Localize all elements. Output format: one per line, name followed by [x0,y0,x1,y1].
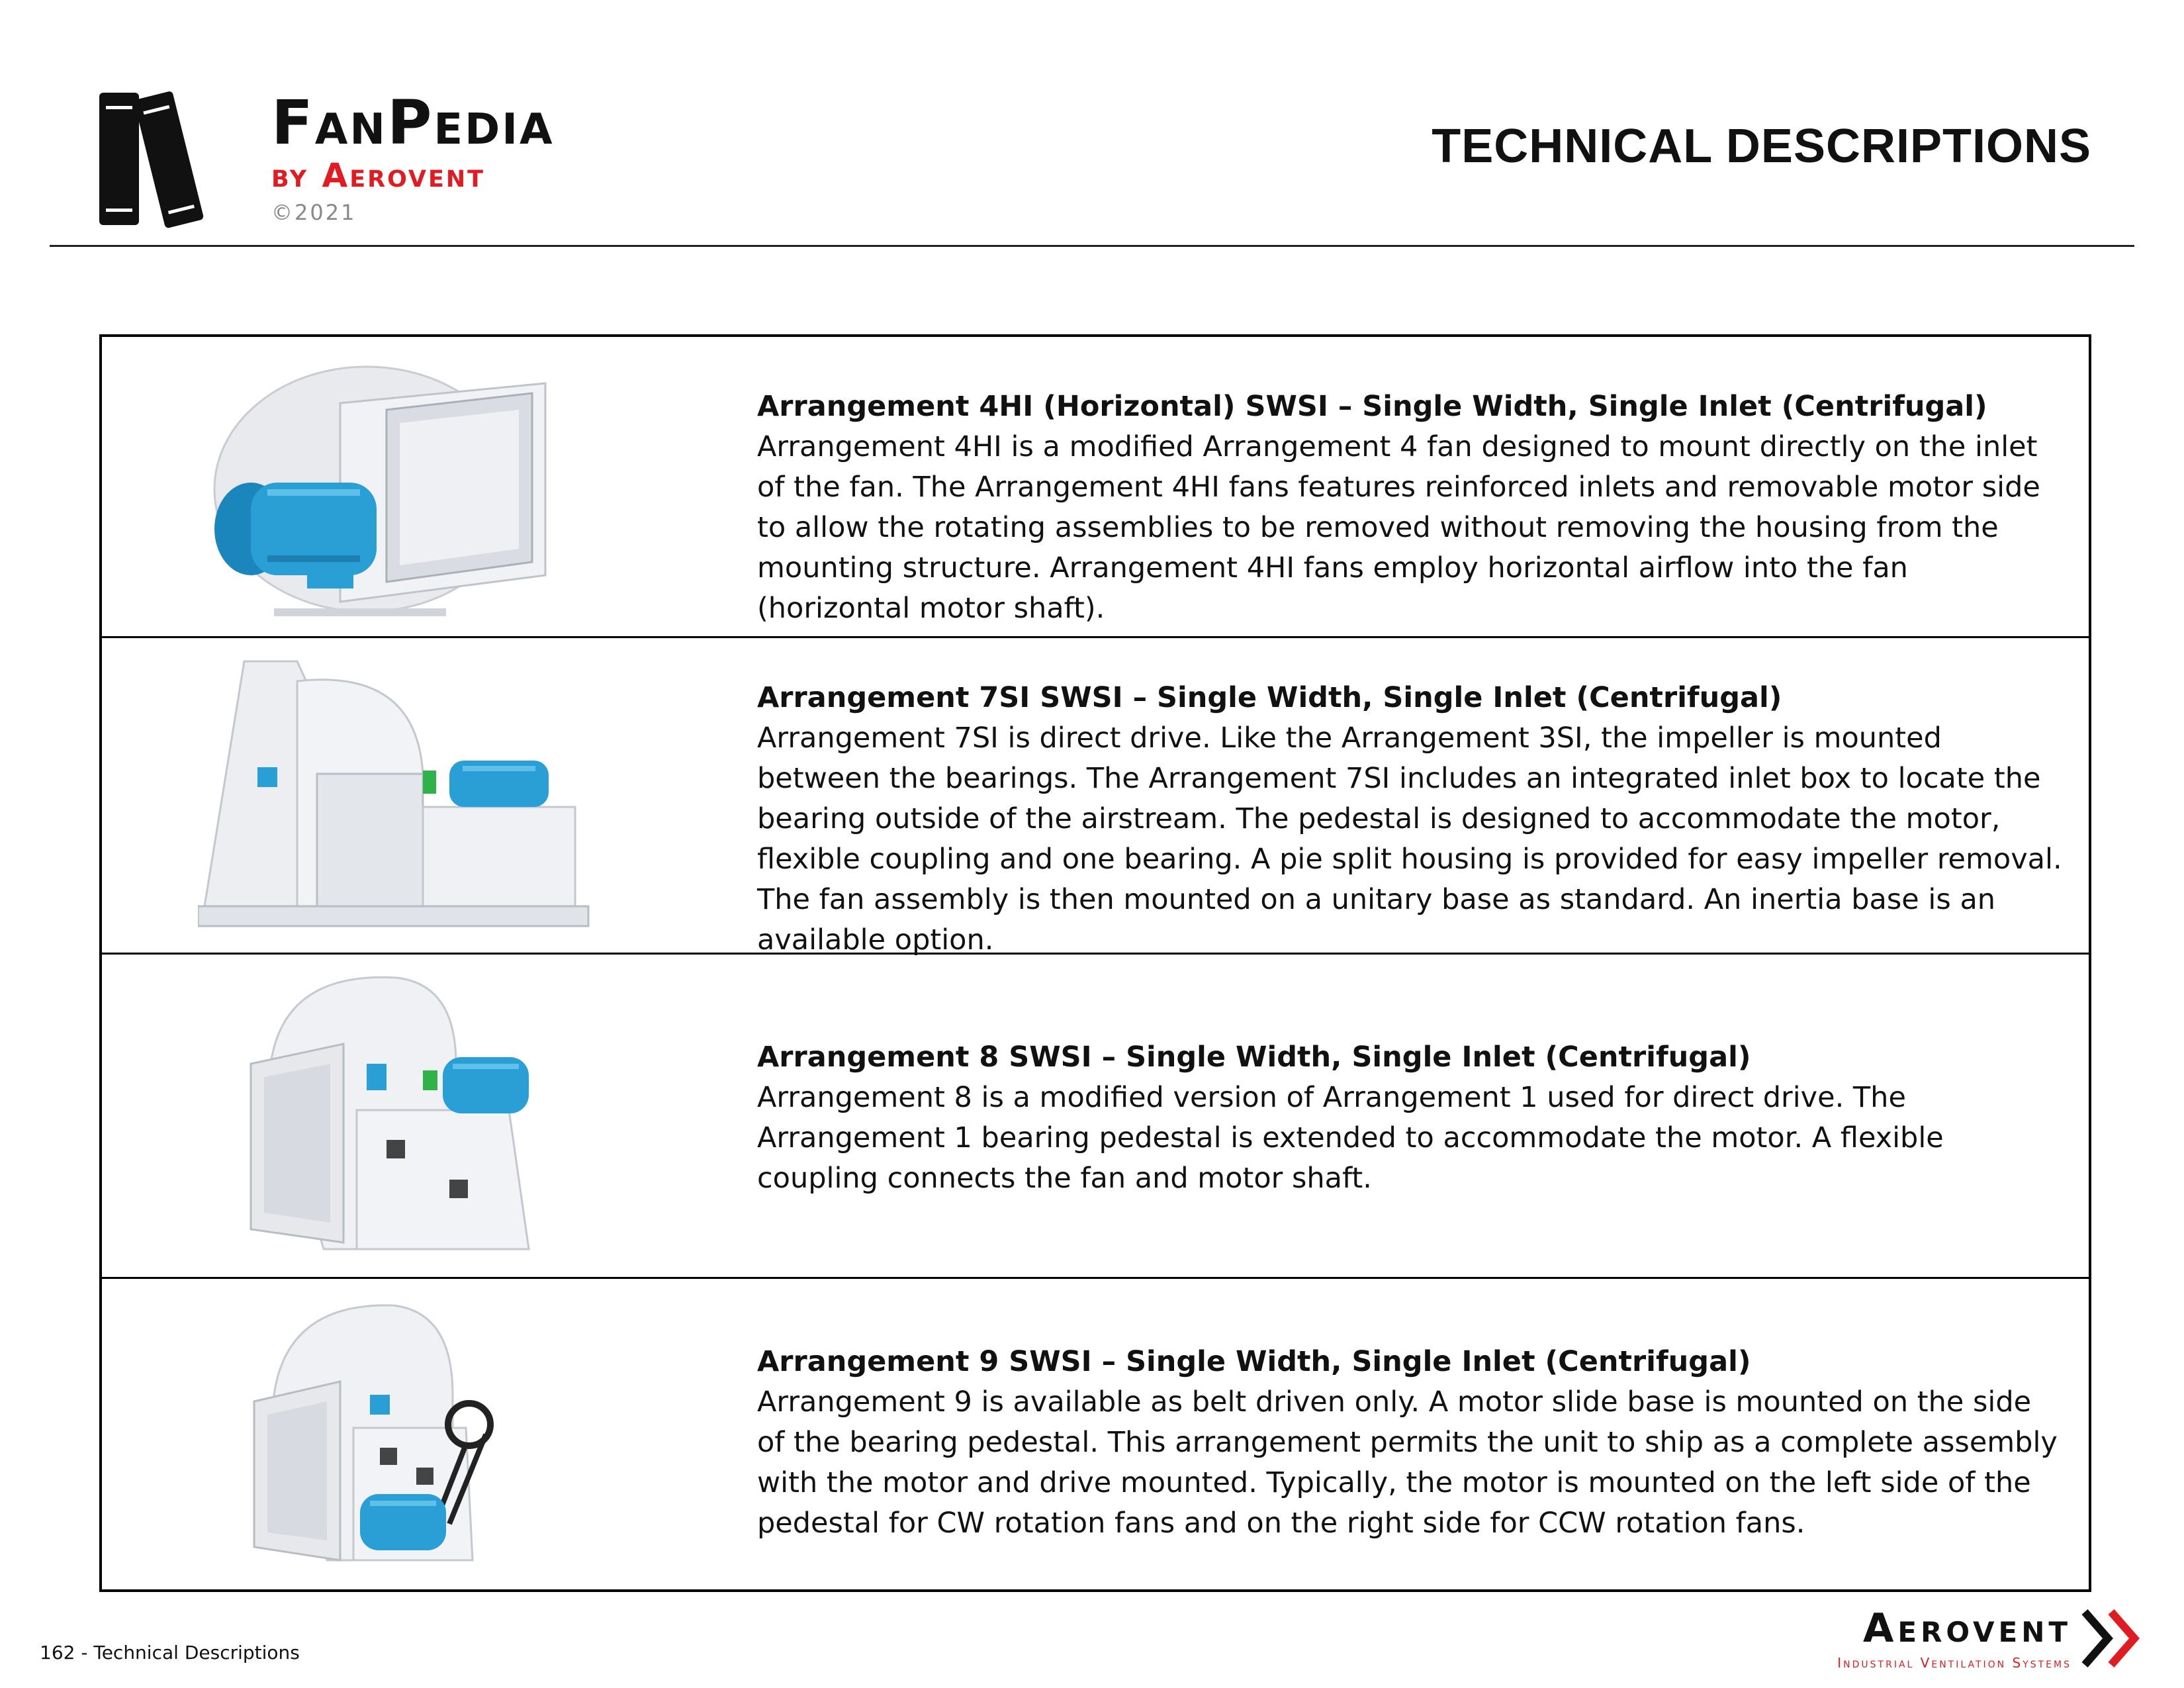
page-title: TECHNICAL DESCRIPTIONS [1432,120,2091,173]
row-title: Arrangement 4HI (Horizontal) SWSI – Single Width, Single Inlet (Centrifugal) [757,390,1987,423]
row-title: Arrangement 9 SWSI – Single Width, Single Inlet (Centrifugal) [757,1345,1751,1378]
table-row [102,337,2089,638]
table-row [102,955,2089,1279]
copyright: ©2021 [271,200,357,225]
row-text [757,1342,2068,1544]
brand-by-line: by Aerovent [271,156,486,195]
fanpedia-logo [93,73,688,232]
arrangement-7si-fan-image [198,655,595,939]
brand-name: FanPedia [271,87,555,158]
books-icon [93,79,238,232]
row-title: Arrangement 7SI SWSI – Single Width, Single Inlet (Centrifugal) [757,681,1782,714]
aerovent-logo-tagline: Industrial Ventilation Systems [1837,1655,2071,1671]
row-body: Arrangement 4HI is a modified Arrangement 4 fan designed to mount directly on the inlet of the fan. The Arrangement 4HI fans features reinforced inlets and removable motor side to allow the rotating assemblies to be removed without removing the housing from the mounting structure. Arrangement 4HI fans employ horizontal airflow into the fan (horizontal motor shaft). [757,430,2040,625]
arrangement-9-fan-image [248,1295,512,1573]
table-row [102,1279,2089,1590]
arrangements-table [99,334,2091,1592]
row-body: Arrangement 9 is available as belt driven only. A motor slide base is mounted on the side of the bearing pedestal. This arrangement permits the unit to ship as a complete assembly with the motor and drive mounted. Typically, the motor is mounted on the left side of the pedestal for CW rotation fans and on the right side for CCW rotation fans. [757,1385,2058,1540]
row-text [757,387,2068,629]
row-body: Arrangement 8 is a modified version of Arrangement 1 used for direct drive. The Arrangement 1 bearing pedestal is extended to accommodate the motor. A flexible coupling connects the fan and motor shaft. [757,1081,1944,1195]
aerovent-logo-name: Aerovent [1862,1605,2071,1652]
row-title: Arrangement 8 SWSI – Single Width, Single Inlet (Centrifugal) [757,1041,1751,1074]
row-text [757,1037,2068,1199]
chevron-right-icon [2078,1605,2144,1671]
page-number-label: 162 - Technical Descriptions [40,1642,300,1664]
table-row [102,638,2089,955]
row-body: Arrangement 7SI is direct drive. Like the Arrangement 3SI, the impeller is mounted between the bearings. The Arrangement 7SI includes an integrated inlet box to locate the bearing outside of the airstream. The pedestal is designed to accommodate the motor, flexible coupling and one bearing. A pie split housing is provided for easy impeller removal. The fan assembly is then mounted on a unitary base as standard. An inertia base is an available option. [757,722,2062,957]
row-text [757,678,2068,961]
header-divider [50,245,2134,247]
arrangement-4hi-fan-image [188,357,612,622]
aerovent-logo [1747,1605,2144,1671]
arrangement-8-fan-image [244,964,549,1269]
